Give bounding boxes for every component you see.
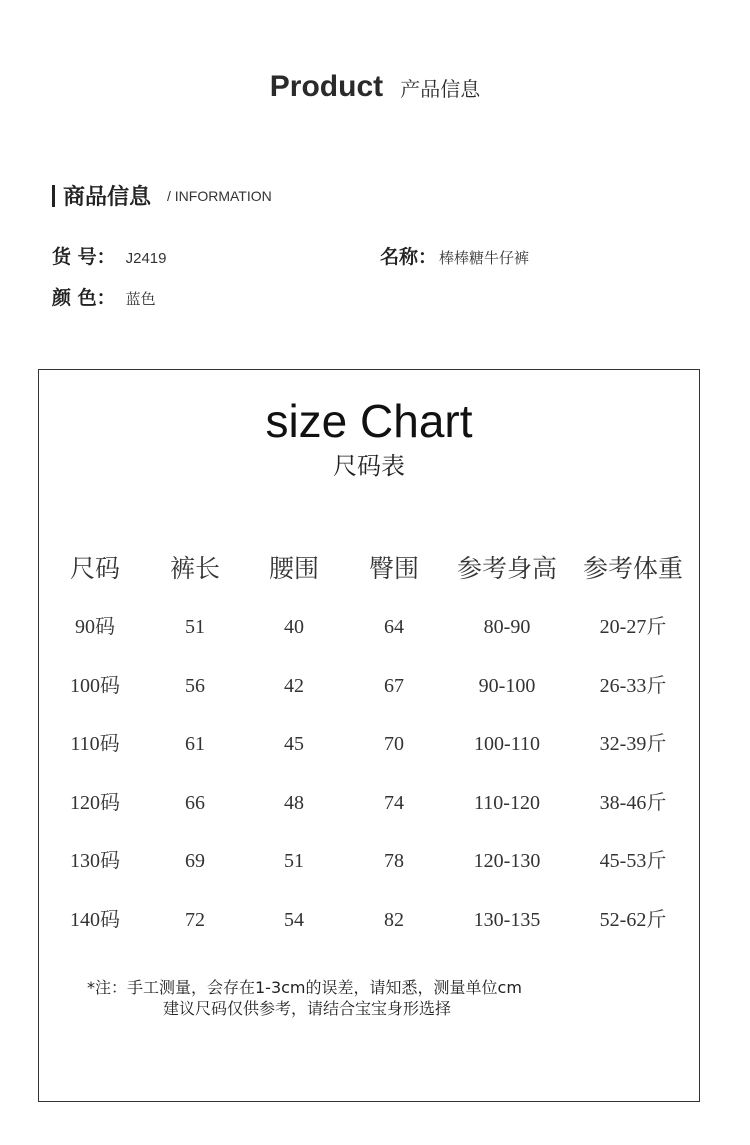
section-bar [52, 185, 55, 207]
header-title-en: Product [269, 70, 384, 103]
cell-waist: 45 [284, 733, 304, 755]
cell-waist: 48 [284, 792, 304, 814]
cell-weight: 26-33斤 [599, 675, 667, 697]
item-no-value: J2419 [125, 250, 167, 267]
info-name [380, 242, 529, 269]
cell-size: 110码 [70, 733, 120, 755]
cell-weight: 32-39斤 [599, 733, 667, 755]
cell-waist: 54 [284, 909, 304, 931]
cell-waist: 51 [284, 850, 304, 872]
cell-size: 120码 [70, 792, 120, 814]
table-row [39, 607, 699, 647]
header-cell-weight: 参考体重 [582, 554, 683, 583]
info-item-no [52, 242, 167, 269]
cell-length: 66 [185, 792, 205, 814]
header-cell-hip: 臀围 [368, 554, 419, 583]
cell-height: 90-100 [478, 675, 536, 697]
note-line-2: 建议尺码仅供参考，请结合宝宝身形选择 [163, 999, 452, 1018]
table-row [39, 900, 699, 940]
cell-weight: 38-46斤 [599, 792, 667, 814]
page-header [0, 70, 750, 104]
cell-height: 80-90 [483, 616, 531, 638]
cell-height: 120-130 [473, 850, 541, 872]
header-cell-length: 裤长 [169, 554, 220, 583]
cell-waist: 40 [284, 616, 304, 638]
color-value: 蓝色 [125, 291, 156, 308]
header-cell-waist: 腰围 [268, 554, 319, 583]
table-row [39, 724, 699, 764]
cell-hip: 74 [384, 792, 404, 814]
cell-weight: 20-27斤 [599, 616, 667, 638]
cell-length: 56 [185, 675, 205, 697]
cell-waist: 42 [284, 675, 304, 697]
cell-hip: 70 [384, 733, 404, 755]
size-chart-box [38, 369, 700, 1102]
cell-length: 69 [185, 850, 205, 872]
section-title-cn: 商品信息 [63, 185, 152, 210]
cell-height: 130-135 [473, 909, 541, 931]
cell-length: 51 [185, 616, 205, 638]
size-chart-title: size Chart [265, 395, 473, 447]
cell-size: 90码 [75, 616, 115, 638]
cell-hip: 78 [384, 850, 404, 872]
name-label: 名称： [380, 246, 438, 268]
cell-hip: 64 [384, 616, 404, 638]
cell-size: 100码 [70, 675, 120, 697]
cell-length: 72 [185, 909, 205, 931]
name-value: 棒棒糖牛仔裤 [439, 250, 530, 267]
table-row [39, 841, 699, 881]
header-cell-height: 参考身高 [456, 554, 557, 583]
header-title-cn: 产品信息 [400, 76, 481, 101]
section-title [52, 180, 272, 211]
size-table-header [39, 549, 699, 589]
size-chart-subtitle: 尺码表 [333, 452, 405, 480]
table-row [39, 783, 699, 823]
cell-weight: 45-53斤 [599, 850, 667, 872]
cell-height: 110-120 [474, 792, 540, 814]
info-color [52, 283, 156, 310]
color-label: 颜 色： [52, 287, 116, 309]
table-row [39, 666, 699, 706]
note-line-1: *注：手工测量，会存在1-3cm的误差，请知悉，测量单位cm [87, 978, 522, 997]
item-no-label: 货 号： [52, 246, 116, 268]
cell-size: 140码 [70, 909, 120, 931]
section-title-en: / INFORMATION [167, 187, 272, 204]
cell-length: 61 [185, 733, 205, 755]
cell-size: 130码 [70, 850, 120, 872]
cell-hip: 82 [384, 909, 404, 931]
cell-height: 100-110 [474, 733, 540, 755]
header-cell-size: 尺码 [69, 554, 120, 583]
cell-weight: 52-62斤 [599, 909, 667, 931]
cell-hip: 67 [384, 675, 404, 697]
